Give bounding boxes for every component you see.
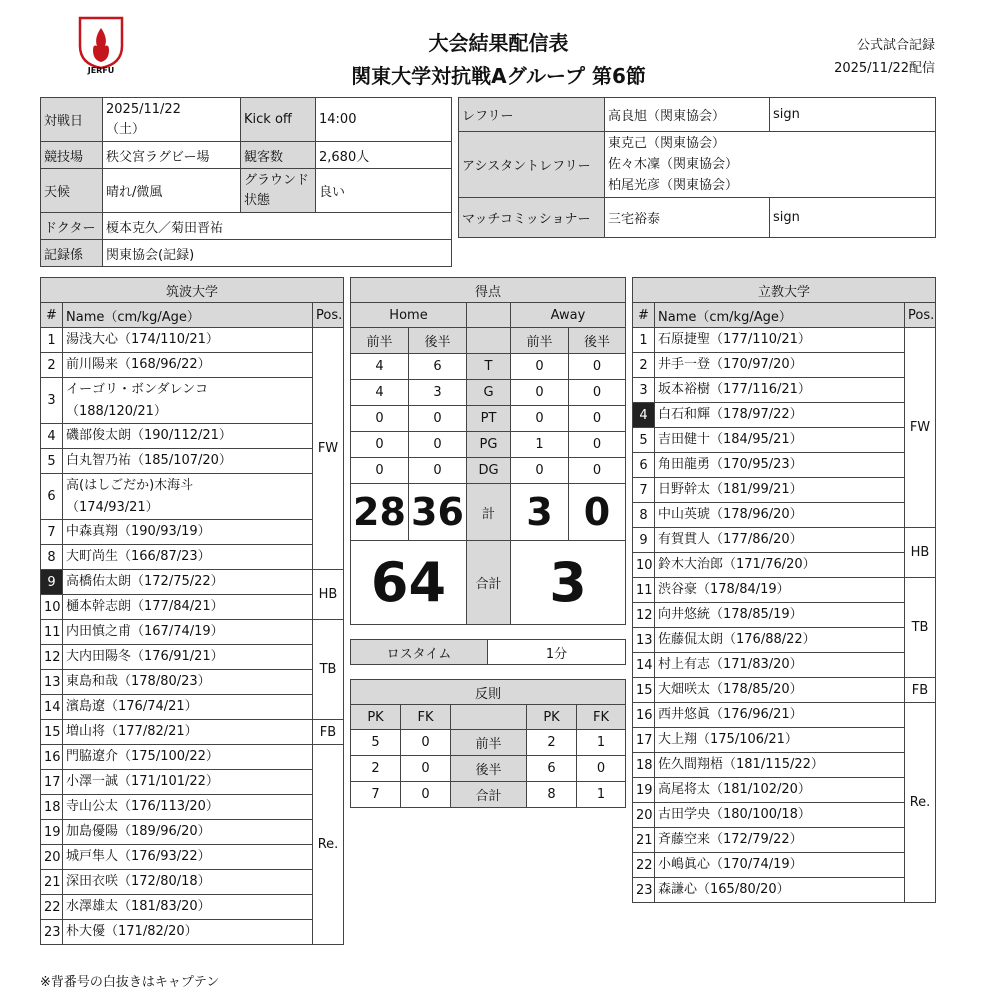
player-number: 10	[633, 553, 655, 578]
away-second-half-value: 0	[569, 380, 626, 406]
player-number: 22	[41, 895, 63, 920]
table-row	[41, 378, 344, 424]
page-title: 大会結果配信表	[428, 31, 569, 55]
player-number: 1	[633, 328, 655, 353]
player-name: 佐藤侃太朗（176/88/22）	[655, 628, 905, 653]
player-name: 角田龍勇（170/95/23）	[655, 453, 905, 478]
captain-footnote: ※背番号の白抜きはキャプテン	[40, 975, 220, 990]
player-number: 19	[41, 820, 63, 845]
home-first-half-value: 4	[351, 354, 409, 380]
player-number: 23	[41, 920, 63, 945]
ground-value: 良い	[316, 169, 452, 213]
issue-date: 2025/11/22配信	[834, 61, 935, 76]
player-number: 20	[633, 803, 655, 828]
away-second-half-value: 0	[569, 406, 626, 432]
player-name: 大町尚生（166/87/23）	[63, 545, 313, 570]
away-fk-value: 1	[577, 782, 626, 808]
player-name: 朴大優（171/82/20）	[63, 920, 313, 945]
penalty-row	[351, 756, 626, 782]
away-first-half-value: 0	[511, 458, 569, 484]
player-name: 中森真翔（190/93/19）	[63, 520, 313, 545]
away-pk-value: 8	[527, 782, 577, 808]
table-row	[633, 753, 936, 778]
home-total-score: 64	[351, 541, 467, 625]
table-row	[41, 620, 344, 645]
home-pk-value: 7	[351, 782, 401, 808]
player-name: 高尾将太（181/102/20）	[655, 778, 905, 803]
player-name: 増山将（177/82/21）	[63, 720, 313, 745]
date-value: 2025/11/22 （土）	[103, 98, 241, 142]
doctor-label: ドクター	[41, 213, 103, 240]
player-number: 7	[41, 520, 63, 545]
player-number: 6	[41, 474, 63, 520]
doctor-value: 榎本克久／菊田晋祐	[103, 213, 452, 240]
table-row	[41, 645, 344, 670]
away-col-name: Name（cm/kg/Age）	[655, 303, 905, 328]
subtotal-label: 計	[467, 484, 511, 541]
player-number: 19	[633, 778, 655, 803]
table-row	[633, 878, 936, 903]
home-first-half-points: 28	[351, 484, 409, 541]
score-away-label: Away	[511, 303, 626, 328]
commissioner-label: マッチコミッショナー	[459, 198, 605, 238]
player-number: 17	[41, 770, 63, 795]
position-fw: FW	[905, 328, 936, 528]
away-col-num: #	[633, 303, 655, 328]
loss-time-value: 1分	[488, 640, 626, 665]
table-row	[41, 353, 344, 378]
away-col-pos: Pos.	[905, 303, 936, 328]
table-row	[633, 628, 936, 653]
player-name: 鈴木大治郎（171/76/20）	[655, 553, 905, 578]
player-name: 深田衣咲（172/80/18）	[63, 870, 313, 895]
player-number: 13	[41, 670, 63, 695]
position-tb: TB	[313, 620, 344, 720]
position-tb: TB	[905, 578, 936, 678]
away-first-half-value: 0	[511, 406, 569, 432]
table-row	[41, 770, 344, 795]
player-name: 井手一登（170/97/20）	[655, 353, 905, 378]
weather-label: 天候	[41, 169, 103, 213]
player-number: 3	[41, 378, 63, 424]
away-second-half-value: 0	[569, 432, 626, 458]
table-row	[633, 553, 936, 578]
table-row	[41, 424, 344, 449]
assistant-referee-label: アシスタントレフリー	[459, 132, 605, 198]
player-name: 向井悠統（178/85/19）	[655, 603, 905, 628]
score-row	[351, 406, 626, 432]
table-row	[633, 328, 936, 353]
table-row	[41, 920, 344, 945]
home-second-half-value: 6	[409, 354, 467, 380]
player-name: 西井悠眞（176/96/21）	[655, 703, 905, 728]
assistant-referee-1: 東克己（関東協会）	[608, 136, 726, 151]
table-row	[41, 595, 344, 620]
player-name: 内田慎之甫（167/74/19）	[63, 620, 313, 645]
score-row	[351, 458, 626, 484]
player-name: 坂本裕樹（177/116/21）	[655, 378, 905, 403]
player-number: 12	[633, 603, 655, 628]
table-row	[41, 670, 344, 695]
away-pk-label: PK	[527, 705, 577, 730]
away-first-half-value: 0	[511, 380, 569, 406]
player-number: 22	[633, 853, 655, 878]
assistant-referee-3: 柏尾光彦（関東協会）	[608, 178, 739, 193]
position-hb: HB	[313, 570, 344, 620]
away-first-half-points: 3	[511, 484, 569, 541]
score-row	[351, 432, 626, 458]
table-row	[633, 728, 936, 753]
table-row	[633, 428, 936, 453]
home-roster-table	[40, 277, 344, 945]
table-row	[633, 778, 936, 803]
kickoff-value: 14:00	[316, 98, 452, 142]
away-fk-value: 0	[577, 756, 626, 782]
away-first-half-label: 前半	[511, 328, 569, 354]
player-number: 16	[41, 745, 63, 770]
page-subtitle: 関東大学対抗戦Aグループ 第6節	[351, 64, 646, 88]
score-type-label: PT	[467, 406, 511, 432]
player-name: 前川陽来（168/96/22）	[63, 353, 313, 378]
table-row	[633, 403, 936, 428]
player-name: 日野幹太（181/99/21）	[655, 478, 905, 503]
player-number: 16	[633, 703, 655, 728]
player-name: 石原捷聖（177/110/21）	[655, 328, 905, 353]
player-name: 白丸智乃祐（185/107/20）	[63, 449, 313, 474]
home-fk-value: 0	[401, 756, 451, 782]
referee-sign: sign	[770, 98, 936, 132]
player-name: 小澤一誠（171/101/22）	[63, 770, 313, 795]
player-name: 村上有志（171/83/20）	[655, 653, 905, 678]
away-pk-value: 6	[527, 756, 577, 782]
away-second-half-value: 0	[569, 354, 626, 380]
date-label: 対戦日	[41, 98, 103, 142]
away-total-score: 3	[511, 541, 626, 625]
home-first-half-label: 前半	[351, 328, 409, 354]
table-row	[633, 503, 936, 528]
player-number: 4	[41, 424, 63, 449]
table-row	[633, 703, 936, 728]
table-row	[633, 603, 936, 628]
table-row	[41, 328, 344, 353]
player-name: 水澤雄太（181/83/20）	[63, 895, 313, 920]
table-row	[633, 453, 936, 478]
home-second-half-value: 0	[409, 458, 467, 484]
table-row	[633, 678, 936, 703]
player-name: 濱島遼（176/74/21）	[63, 695, 313, 720]
player-name: 加島優陽（189/96/20）	[63, 820, 313, 845]
player-name: 城戸隼人（176/93/22）	[63, 845, 313, 870]
player-number: 11	[41, 620, 63, 645]
table-row	[633, 378, 936, 403]
table-row	[41, 870, 344, 895]
player-name: イーゴリ・ボンダレンコ （188/120/21）	[63, 378, 313, 424]
player-number: 23	[633, 878, 655, 903]
commissioner-sign: sign	[770, 198, 936, 238]
away-roster-table	[632, 277, 936, 903]
logo-text: JERFU	[87, 66, 115, 75]
attendance-label: 観客数	[241, 142, 316, 169]
position-hb: HB	[905, 528, 936, 578]
assistant-referee-2: 佐々木凜（関東協会）	[608, 157, 739, 172]
score-type-label: DG	[467, 458, 511, 484]
player-number: 9	[41, 570, 63, 595]
kickoff-label: Kick off	[241, 98, 316, 142]
home-fk-value: 0	[401, 730, 451, 756]
score-header: 得点	[351, 278, 626, 303]
home-first-half-value: 0	[351, 406, 409, 432]
referee-label: レフリー	[459, 98, 605, 132]
penalty-row	[351, 730, 626, 756]
home-second-half-points: 36	[409, 484, 467, 541]
player-name: 渋谷豪（178/84/19）	[655, 578, 905, 603]
player-number: 21	[41, 870, 63, 895]
player-number: 15	[41, 720, 63, 745]
player-name: 森謙心（165/80/20）	[655, 878, 905, 903]
table-row	[41, 695, 344, 720]
home-pk-label: PK	[351, 705, 401, 730]
player-name: 樋本幹志朗（177/84/21）	[63, 595, 313, 620]
player-name: 高(はしごだか)木海斗 （174/93/21）	[63, 474, 313, 520]
loss-time-table	[350, 639, 626, 665]
player-number: 15	[633, 678, 655, 703]
ground-label: グラウンド 状態	[241, 169, 316, 213]
home-second-half-value: 0	[409, 432, 467, 458]
away-second-half-label: 後半	[569, 328, 626, 354]
home-col-num: #	[41, 303, 63, 328]
position-re: Re.	[905, 703, 936, 903]
home-pk-value: 5	[351, 730, 401, 756]
home-first-half-value: 0	[351, 432, 409, 458]
player-name: 磯部俊太朗（190/112/21）	[63, 424, 313, 449]
player-number: 2	[633, 353, 655, 378]
table-row	[41, 895, 344, 920]
player-number: 21	[633, 828, 655, 853]
score-type-label: G	[467, 380, 511, 406]
player-number: 18	[41, 795, 63, 820]
player-number: 20	[41, 845, 63, 870]
home-first-half-value: 4	[351, 380, 409, 406]
table-row	[633, 578, 936, 603]
player-number: 5	[633, 428, 655, 453]
table-row	[633, 353, 936, 378]
player-name: 高橋佑太朗（172/75/22）	[63, 570, 313, 595]
player-number: 14	[633, 653, 655, 678]
table-row	[41, 820, 344, 845]
home-col-name: Name（cm/kg/Age）	[63, 303, 313, 328]
home-second-half-value: 0	[409, 406, 467, 432]
recorder-value: 関東協会(記録)	[103, 240, 452, 267]
table-row	[41, 545, 344, 570]
player-name: 大内田陽冬（176/91/21）	[63, 645, 313, 670]
table-row	[633, 478, 936, 503]
score-table	[350, 277, 626, 625]
player-number: 13	[633, 628, 655, 653]
player-number: 6	[633, 453, 655, 478]
player-name: 斉藤空来（172/79/22）	[655, 828, 905, 853]
player-name: 小嶋眞心（170/74/19）	[655, 853, 905, 878]
away-second-half-points: 0	[569, 484, 626, 541]
penalty-table	[350, 679, 626, 808]
position-fb: FB	[905, 678, 936, 703]
home-second-half-label: 後半	[409, 328, 467, 354]
away-first-half-value: 1	[511, 432, 569, 458]
player-number: 8	[41, 545, 63, 570]
home-pk-value: 2	[351, 756, 401, 782]
player-name: 有賀貫人（177/86/20）	[655, 528, 905, 553]
table-row	[633, 653, 936, 678]
table-row	[41, 720, 344, 745]
table-row	[41, 745, 344, 770]
match-info-table	[40, 97, 452, 267]
score-row	[351, 354, 626, 380]
penalty-period-label: 合計	[451, 782, 527, 808]
penalty-header: 反則	[351, 680, 626, 705]
player-name: 大上翔（175/106/21）	[655, 728, 905, 753]
penalty-row	[351, 782, 626, 808]
attendance-value: 2,680人	[316, 142, 452, 169]
recorder-label: 記録係	[41, 240, 103, 267]
venue-value: 秩父宮ラグビー場	[103, 142, 241, 169]
position-re: Re.	[313, 745, 344, 945]
player-number: 10	[41, 595, 63, 620]
player-number: 5	[41, 449, 63, 474]
player-name: 門脇遼介（175/100/22）	[63, 745, 313, 770]
home-first-half-value: 0	[351, 458, 409, 484]
table-row	[41, 474, 344, 520]
player-number: 12	[41, 645, 63, 670]
penalty-period-label: 前半	[451, 730, 527, 756]
loss-time-label: ロスタイム	[351, 640, 488, 665]
player-name: 佐久間翔梧（181/115/22）	[655, 753, 905, 778]
score-row	[351, 380, 626, 406]
table-row	[633, 853, 936, 878]
score-type-label: PG	[467, 432, 511, 458]
table-row	[41, 795, 344, 820]
player-number: 17	[633, 728, 655, 753]
penalty-period-label: 後半	[451, 756, 527, 782]
table-row	[41, 449, 344, 474]
table-row	[41, 845, 344, 870]
score-home-label: Home	[351, 303, 467, 328]
home-fk-value: 0	[401, 782, 451, 808]
total-label: 合計	[467, 541, 511, 625]
official-record-label: 公式試合記録	[856, 38, 935, 53]
home-fk-label: FK	[401, 705, 451, 730]
player-number: 14	[41, 695, 63, 720]
player-name: 白石和輝（178/97/22）	[655, 403, 905, 428]
away-second-half-value: 0	[569, 458, 626, 484]
player-number: 2	[41, 353, 63, 378]
player-number: 7	[633, 478, 655, 503]
table-row	[41, 520, 344, 545]
table-row	[41, 570, 344, 595]
player-name: 湯浅大心（174/110/21）	[63, 328, 313, 353]
officials-table	[458, 97, 936, 238]
table-row	[633, 828, 936, 853]
player-name: 大畑咲太（178/85/20）	[655, 678, 905, 703]
away-fk-label: FK	[577, 705, 626, 730]
player-number: 1	[41, 328, 63, 353]
player-number: 3	[633, 378, 655, 403]
score-type-label: T	[467, 354, 511, 380]
player-name: 寺山公太（176/113/20）	[63, 795, 313, 820]
player-name: 東島和哉（178/80/23）	[63, 670, 313, 695]
home-col-pos: Pos.	[313, 303, 344, 328]
away-first-half-value: 0	[511, 354, 569, 380]
away-pk-value: 2	[527, 730, 577, 756]
commissioner-value: 三宅裕泰	[605, 198, 770, 238]
player-name: 吉田健十（184/95/21）	[655, 428, 905, 453]
player-number: 4	[633, 403, 655, 428]
away-team-name: 立教大学	[633, 278, 936, 303]
position-fb: FB	[313, 720, 344, 745]
player-name: 中山英琥（178/96/20）	[655, 503, 905, 528]
player-number: 18	[633, 753, 655, 778]
home-second-half-value: 3	[409, 380, 467, 406]
away-fk-value: 1	[577, 730, 626, 756]
home-team-name: 筑波大学	[41, 278, 344, 303]
player-number: 8	[633, 503, 655, 528]
position-fw: FW	[313, 328, 344, 570]
venue-label: 競技場	[41, 142, 103, 169]
player-number: 11	[633, 578, 655, 603]
player-name: 古田学央（180/100/18）	[655, 803, 905, 828]
referee-value: 高良旭（関東協会）	[605, 98, 770, 132]
table-row	[633, 803, 936, 828]
table-row	[633, 528, 936, 553]
player-number: 9	[633, 528, 655, 553]
weather-value: 晴れ/微風	[103, 169, 241, 213]
